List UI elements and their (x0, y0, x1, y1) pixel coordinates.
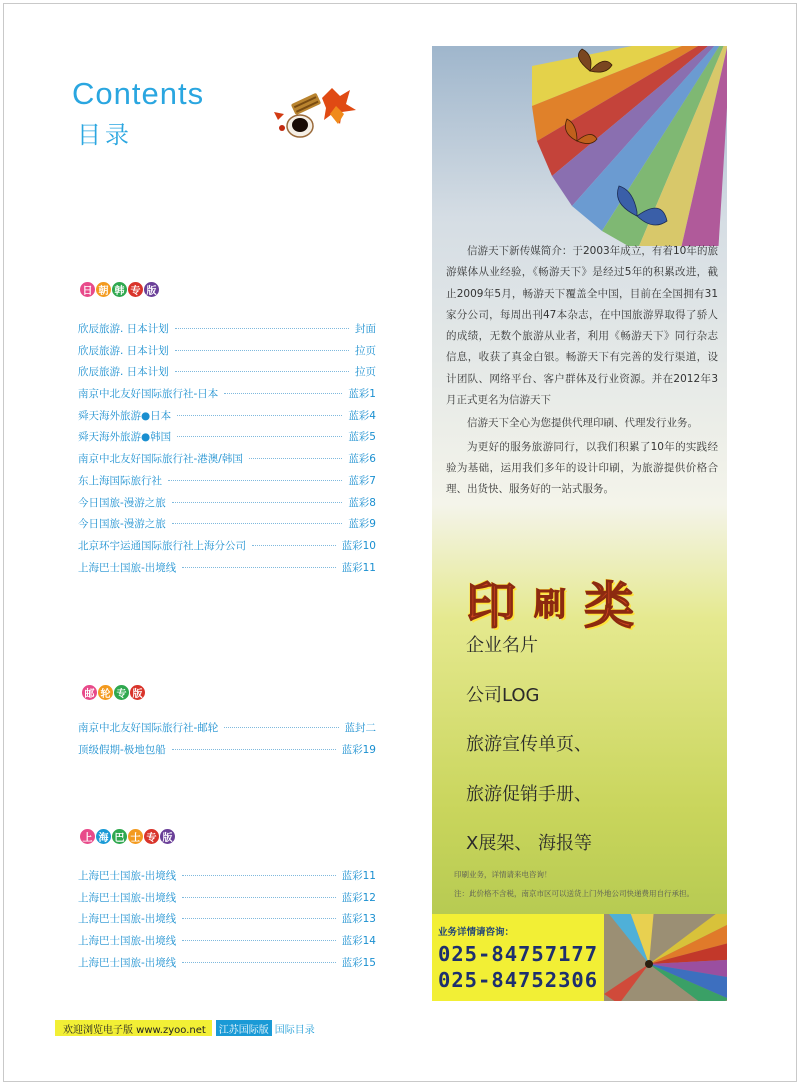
dot-leader (224, 393, 342, 394)
toc-entry[interactable] (78, 364, 376, 386)
toc-entry-page: 蓝彩1 (348, 388, 376, 401)
toc-entry[interactable] (78, 538, 376, 560)
printing-ad-panel (432, 46, 727, 1001)
toc-entry[interactable] (78, 868, 376, 890)
toc-entry-title: 舜天海外旅游●日本 (78, 409, 172, 422)
dot-leader (177, 415, 342, 416)
footer-bar (55, 1020, 318, 1036)
dot-leader (177, 436, 342, 437)
service-item: 公司LOG (466, 684, 540, 706)
toc-entry-title: 上海巴士国旅-出境线 (78, 935, 177, 948)
contact-label: 业务详情请咨询： (438, 927, 515, 938)
heading-char: 刷 (534, 585, 567, 623)
footer-catalog: 国际目录 (272, 1020, 318, 1036)
toc-entry-page: 蓝彩12 (341, 891, 376, 904)
toc-list-japan-korea (78, 321, 376, 581)
inquiry-note: 印刷业务，详情请来电咨询！ (454, 870, 552, 879)
intro-paragraph: 信游天下全心为您提供代理印刷、代理发行业务。 (467, 417, 698, 430)
footer-edition: 江苏国际版 (216, 1020, 272, 1036)
section-badge: 轮 (98, 685, 113, 700)
dot-leader (182, 918, 335, 919)
section-badge: 邮 (82, 685, 97, 700)
printing-heading (466, 566, 634, 638)
toc-list-cruise (78, 720, 376, 763)
price-note: 注：此价格不含税，南京市区可以送货上门外地公司快递费用自行承担。 (454, 889, 694, 898)
toc-entry[interactable] (78, 890, 376, 912)
section-heading-japan-korea (80, 282, 159, 297)
toc-entry-title: 顶级假期-极地包船 (78, 743, 166, 756)
toc-entry[interactable] (78, 473, 376, 495)
toc-entry[interactable] (78, 429, 376, 451)
toc-entry-page: 蓝彩13 (341, 913, 376, 926)
color-fan-butterflies-photo (432, 46, 727, 246)
toc-entry-title: 今日国旅-漫游之旅 (78, 518, 166, 531)
section-badge: 版 (144, 282, 159, 297)
section-badge: 专 (144, 829, 159, 844)
section-badge: 日 (80, 282, 95, 297)
section-badge: 版 (130, 685, 145, 700)
contents-title: Contents (72, 76, 205, 111)
toc-entry-page: 拉页 (355, 366, 376, 379)
service-list (466, 631, 592, 879)
toc-entry-title: 南京中北友好国际旅行社-港澳/韩国 (78, 453, 243, 466)
dot-leader (172, 502, 343, 503)
service-item: 企业名片 (466, 635, 538, 656)
dot-leader (175, 350, 349, 351)
toc-entry-page: 蓝彩9 (348, 518, 376, 531)
toc-entry[interactable] (78, 955, 376, 977)
dot-leader (249, 458, 342, 459)
toc-entry-title: 欣辰旅游. 日本计划 (78, 366, 169, 379)
toc-entry[interactable] (78, 911, 376, 933)
service-item: X展架、 海报等 (466, 833, 593, 854)
toc-entry-page: 蓝彩6 (348, 453, 376, 466)
toc-entry-title: 欣辰旅游. 日本计划 (78, 344, 169, 357)
toc-entry-page: 蓝彩19 (341, 743, 376, 756)
toc-entry-page: 蓝彩8 (348, 496, 376, 509)
section-badge: 上 (80, 829, 95, 844)
dot-leader (182, 897, 335, 898)
section-badge: 版 (160, 829, 175, 844)
toc-entry-page: 蓝彩11 (341, 561, 376, 574)
toc-entry-title: 北京环宇运通国际旅行社上海分公司 (78, 539, 246, 552)
toc-list-shanghai-bus (78, 868, 376, 976)
contents-subtitle: 目录 (77, 121, 133, 149)
toc-entry[interactable] (78, 495, 376, 517)
toc-entry-title: 上海巴士国旅-出境线 (78, 561, 177, 574)
footer-website-link[interactable]: 欢迎浏览电子版 www.zyoo.net (55, 1020, 212, 1036)
dot-leader (168, 480, 342, 481)
heading-char: 印 (466, 577, 516, 635)
toc-entry[interactable] (78, 386, 376, 408)
toc-entry-page: 拉页 (355, 344, 376, 357)
section-badge: 韩 (112, 282, 127, 297)
company-introduction (446, 241, 718, 501)
colored-pencils-photo (604, 914, 727, 1001)
toc-entry-page: 蓝彩11 (341, 870, 376, 882)
toc-entry-page: 蓝彩10 (341, 539, 376, 552)
dot-leader (182, 567, 335, 568)
dot-leader (224, 727, 338, 728)
intro-paragraph: 为更好的服务旅游同行，以我们积累了10年的实践经验为基础，运用我们多年的设计印刷，为旅游提供价格合理、出货快、服务好的一站式服务。 (446, 440, 718, 496)
section-badge: 士 (128, 829, 143, 844)
section-badge: 朝 (96, 282, 111, 297)
toc-entry-title: 今日国旅-漫游之旅 (78, 496, 166, 509)
toc-entry-title: 上海巴士国旅-出境线 (78, 956, 177, 969)
contact-box (432, 914, 727, 1001)
section-heading-cruise (82, 685, 145, 700)
toc-entry-title: 南京中北友好国际旅行社-邮轮 (78, 722, 219, 734)
toc-entry[interactable] (78, 720, 376, 742)
toc-entry-title: 欣辰旅游. 日本计划 (78, 323, 169, 335)
dot-leader (172, 749, 336, 750)
toc-entry[interactable] (78, 321, 376, 343)
toc-entry-title: 南京中北友好国际旅行社-日本 (78, 388, 219, 401)
toc-entry-title: 舜天海外旅游●韩国 (78, 431, 172, 444)
toc-entry-title: 东上海国际旅行社 (78, 474, 162, 487)
toc-entry[interactable] (78, 742, 376, 764)
toc-entry-page: 蓝彩5 (348, 431, 376, 444)
heading-char: 类 (584, 577, 635, 635)
section-heading-shanghai-bus (80, 829, 175, 844)
section-badge: 海 (96, 829, 111, 844)
intro-paragraph: 信游天下新传媒简介：于2003年成立，有着10年的旅游媒体从业经验，《畅游天下》是经过5年的积累改进，截止2009年5月，畅游天下覆盖全中国，目前在全国拥有31家分公司，每周出刊47本杂志，在中国旅游界取得了骄人的成绩，无数个旅游从业者，利用《畅游天下》同行杂志信息，收获了真金白银。畅游天下有完善的发行渠道，设计团队、网络平台、客户群体及行业资源。并在2012年3月正式更名为信游天下 (446, 245, 718, 407)
toc-entry-page: 蓝封二 (344, 722, 376, 734)
toc-entry-title: 上海巴士国旅-出境线 (78, 870, 177, 882)
service-item: 旅游宣传单页、 (466, 734, 592, 755)
toc-entry-page: 蓝彩4 (348, 409, 376, 422)
section-badge: 巴 (112, 829, 127, 844)
toc-entry[interactable] (78, 516, 376, 538)
dot-leader (252, 545, 336, 546)
toc-entry-page: 蓝彩7 (348, 474, 376, 487)
toc-entry[interactable] (78, 451, 376, 473)
service-item: 旅游促销手册、 (466, 783, 592, 805)
dot-leader (172, 523, 343, 524)
phone-number[interactable]: 025-84752306 (438, 968, 599, 992)
toc-entry-title: 上海巴士国旅-出境线 (78, 913, 177, 926)
toc-entry-page: 蓝彩14 (341, 935, 376, 948)
toc-entry[interactable] (78, 408, 376, 430)
dot-leader (175, 371, 349, 372)
toc-entry[interactable] (78, 560, 376, 582)
toc-entry-page: 蓝彩15 (341, 956, 376, 969)
coffee-leaves-illustration (270, 84, 360, 144)
toc-entry-page: 封面 (355, 323, 376, 335)
section-badge: 专 (114, 685, 129, 700)
dot-leader (182, 940, 335, 941)
dot-leader (182, 962, 335, 963)
section-badge: 专 (128, 282, 143, 297)
toc-entry[interactable] (78, 933, 376, 955)
dot-leader (182, 875, 335, 876)
toc-entry-title: 上海巴士国旅-出境线 (78, 891, 177, 904)
phone-number[interactable]: 025-84757177 (438, 942, 599, 966)
dot-leader (175, 328, 349, 329)
toc-entry[interactable] (78, 343, 376, 365)
